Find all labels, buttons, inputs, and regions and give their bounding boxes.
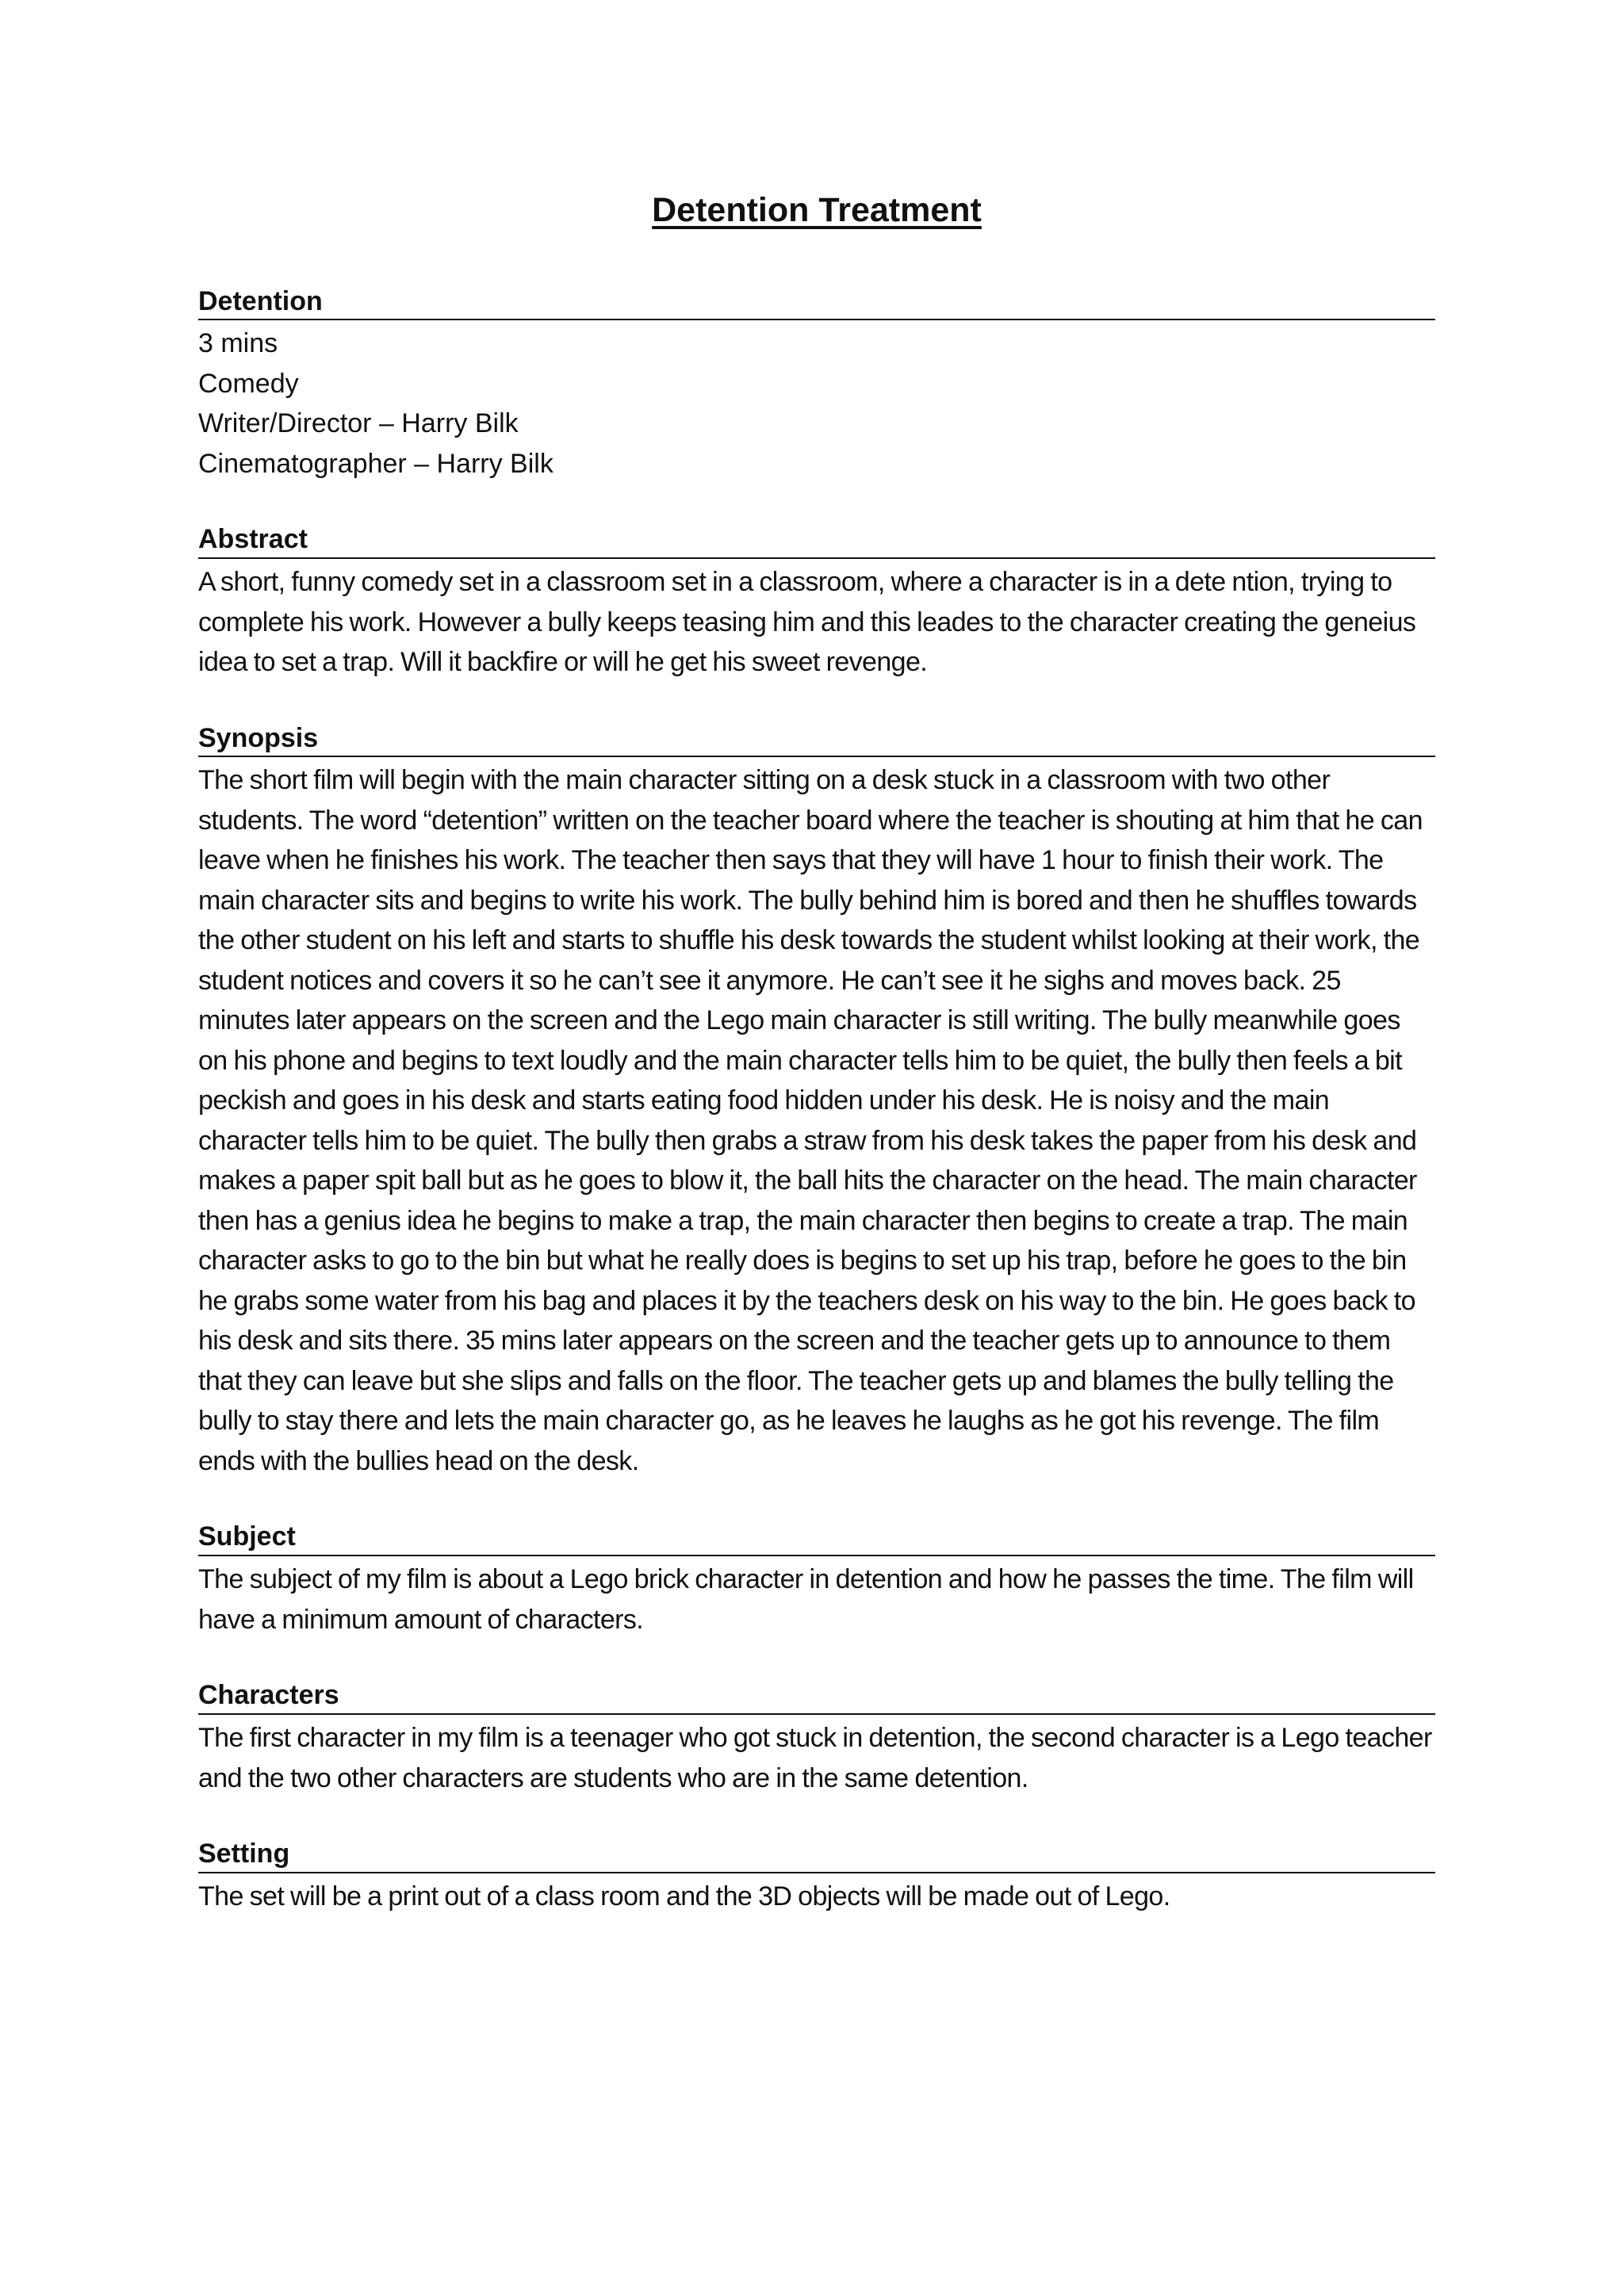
setting-heading: Setting	[198, 1838, 1435, 1873]
genre-line: Comedy	[198, 368, 299, 399]
subject-body: The subject of my film is about a Lego brick character in detention and how he passes the time. The film will have a minimum amount of characters.	[198, 1564, 1414, 1635]
characters-body: The first character in my film is a teenager who got stuck in detention, the second character is a Lego teacher and the two other characters are students who are in the same detention.	[198, 1723, 1432, 1793]
characters-section	[198, 1679, 1435, 1798]
writer-director-line: Writer/Director – Harry Bilk	[198, 408, 519, 439]
setting-body: The set will be a print out of a class room and the 3D objects will be made out of Lego.	[198, 1881, 1170, 1911]
abstract-section	[198, 523, 1435, 682]
document-page	[198, 190, 1435, 1956]
synopsis-section	[198, 722, 1435, 1482]
characters-heading: Characters	[198, 1679, 1435, 1715]
details-heading: Detention	[198, 285, 1435, 321]
setting-section	[198, 1838, 1435, 1916]
details-section	[198, 285, 1435, 484]
synopsis-body: The short film will begin with the main character sitting on a desk stuck in a classroom with two other students. The word “detention” written on the teacher board where the teacher is shouting at him that he can leave when he finishes his work. The teacher then says that they will have 1 hour to finish their work. The main character sits and begins to write his work. The bully behind him is bored and then he shuffles towards the other student on his left and starts to shuffle his desk towards the student whilst looking at their work, the student notices and covers it so he can’t see it anymore. He can’t see it he sighs and moves back. 25 minutes later appears on the screen and the Lego main character is still writing. The bully meanwhile goes on his phone and begins to text loudly and the main character tells him to be quiet, the bully then feels a bit peckish and goes in his desk and starts eating food hidden under his desk. He is noisy and the main character tells him to be quiet. The bully then grabs a straw from his desk takes the paper from his desk and makes a paper spit ball but as he goes to blow it, the ball hits the character on the head. The main character then has a genius idea he begins to make a trap, the main character then begins to create a trap. The main character asks to go to the bin but what he really does is begins to set up his trap, before he goes to the bin he grabs some water from his bag and places it by the teachers desk on his way to the bin. He goes back to his desk and sits there. 35 mins later appears on the screen and the teacher gets up to announce to them that they can leave but she slips and falls on the floor. The teacher gets up and blames the bully telling the bully to stay there and lets the main character go, as he leaves he laughs as he got his revenge. The film ends with the bullies head on the desk.	[198, 765, 1423, 1476]
subject-section	[198, 1521, 1435, 1640]
subject-heading: Subject	[198, 1521, 1435, 1556]
abstract-heading: Abstract	[198, 523, 1435, 559]
duration-line: 3 mins	[198, 328, 278, 359]
document-title: Detention Treatment	[652, 191, 982, 229]
synopsis-heading: Synopsis	[198, 722, 1435, 758]
cinematographer-line: Cinematographer – Harry Bilk	[198, 448, 553, 479]
abstract-body: A short, funny comedy set in a classroom set in a classroom, where a character is in a dete ntion, trying to complete his work. However a bully keeps teasing him and this leades to the character creating the geneius idea to set a trap. Will it backfire or will he get his sweet revenge.	[198, 567, 1416, 678]
